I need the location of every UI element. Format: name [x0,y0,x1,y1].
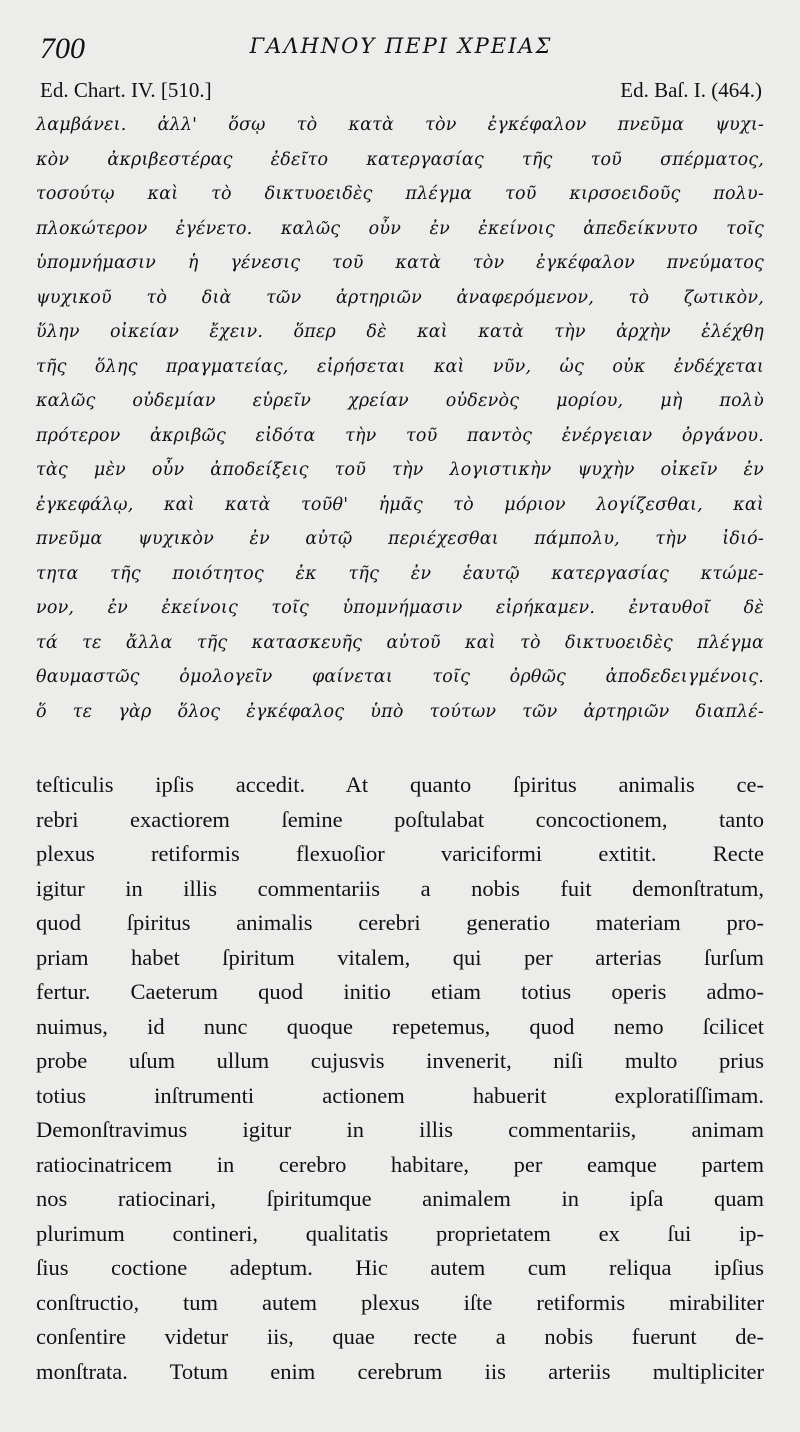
latin-text-line: ſius coctione adeptum. Hic autem cum reliqua ipſius [36,1255,764,1280]
latin-text-line: fertur. Caeterum quod initio etiam totius operis admo- [36,979,764,1004]
greek-text-line: ἐγκεφάλῳ, καὶ κατὰ τοῦθ' ἡμᾶς τὸ μόριον λογίζεσθαι, καὶ [36,494,764,515]
greek-text-line: καλῶς οὐδεμίαν εὑρεῖν χρείαν οὐδενὸς μορίου, μὴ πολὺ [36,391,764,411]
greek-text-line: νον, ἐν ἐκείνοις τοῖς ὑπομνήμασιν εἰρήκαμεν. ἐνταυθοῖ δὲ [36,598,764,618]
greek-text-line: τῆς ὅλης πραγματείας, εἰρήσεται καὶ νῦν, ὡς οὐκ ἐνδέχεται [36,356,764,377]
page-number: 700 [40,32,85,65]
latin-text-line: conſentire videtur iis, quae recte a nobis fuerunt de- [36,1324,764,1349]
greek-text-line: ὅ τε γὰρ ὅλος ἐγκέφαλος ὑπὸ τούτων τῶν ἀρτηριῶν διαπλέ- [36,701,764,722]
greek-text-line: πνεῦμα ψυχικὸν ἐν αὐτῷ περιέχεσθαι πάμπολυ, τὴν ἰδιό- [36,529,764,549]
edition-chartier: Ed. Chart. IV. [510.] [40,78,212,102]
latin-text-line: conſtructio, tum autem plexus iſte retiformis mirabiliter [36,1289,764,1315]
latin-text-line: nos ratiocinari, ſpiritumque animalem in ipſa quam [36,1186,764,1211]
latin-text-line: Demonſtravimus igitur in illis commentariis, animam [36,1117,764,1142]
greek-text-line: πλοκώτερον ἐγένετο. καλῶς οὖν ἐν ἐκείνοις ἀπεδείκνυτο τοῖς [36,218,764,239]
edition-references [40,78,762,106]
latin-text-block [36,768,764,1389]
latin-text-line: priam habet ſpiritum vitalem, qui per arterias ſurſum [36,944,764,970]
latin-text-line: teſticulis ipſis accedit. At quanto ſpiritus animalis ce- [36,772,764,797]
latin-text-line: nuimus, id nunc quoque repetemus, quod nemo ſcilicet [36,1013,764,1039]
latin-text-line: totius inſtrumenti actionem habuerit exploratiſſimam. [36,1082,764,1108]
greek-text-line: ὑπομνήμασιν ἡ γένεσις τοῦ κατὰ τὸν ἐγκέφαλον πνεύματος [36,253,764,273]
greek-text-block [36,108,764,729]
latin-text-line: probe uſum ullum cujusvis invenerit, niſi multo prius [36,1048,764,1073]
edition-basel: Ed. Baſ. I. (464.) [620,78,762,102]
greek-text-line: τά τε ἄλλα τῆς κατασκευῆς αὐτοῦ καὶ τὸ δικτυοειδὲς πλέγμα [36,632,764,653]
greek-text-line: τητα τῆς ποιότητος ἐκ τῆς ἐν ἑαυτῷ κατεργασίας κτώμε- [36,563,764,584]
latin-text-line: plurimum contineri, qualitatis proprietatem ex ſui ip- [36,1220,764,1246]
latin-text-line: quod ſpiritus animalis cerebri generatio materiam pro- [36,910,764,935]
greek-text-line: ψυχικοῦ τὸ διὰ τῶν ἀρτηριῶν ἀναφερόμενον, τὸ ζωτικὸν, [36,287,764,308]
latin-text-line: ratiocinatricem in cerebro habitare, per eamque partem [36,1151,764,1177]
greek-text-line: πρότερον ἀκριβῶς εἰδότα τὴν τοῦ παντὸς ἐνέργειαν ὀργάνου. [36,425,764,446]
latin-text-line: igitur in illis commentariis a nobis fuit demonſtratum, [36,875,764,901]
latin-text-line: monſtrata. Totum enim cerebrum iis arteriis multipliciter [36,1358,764,1384]
latin-text-line: rebri exactiorem ſemine poſtulabat concoctionem, tanto [36,806,764,832]
page-header [36,30,766,66]
greek-text-line: θαυμαστῶς ὁμολογεῖν φαίνεται τοῖς ὀρθῶς ἀποδεδειγμένοις. [36,667,764,687]
greek-text-line: ὕλην οἰκείαν ἔχειν. ὅπερ δὲ καὶ κατὰ τὴν ἀρχὴν ἐλέχθη [36,322,764,342]
latin-text-line: plexus retiformis flexuoſior variciformi extitit. Recte [36,841,764,866]
greek-text-line: τὰς μὲν οὖν ἀποδείξεις τοῦ τὴν λογιστικὴν ψυχὴν οἰκεῖν ἐν [36,460,764,480]
greek-text-line: λαμβάνει. ἀλλ' ὅσῳ τὸ κατὰ τὸν ἐγκέφαλον πνεῦμα ψυχι- [36,115,764,135]
greek-text-line: κὸν ἀκριβεστέρας ἐδεῖτο κατεργασίας τῆς τοῦ σπέρματος, [36,149,764,170]
greek-text-line: τοσούτῳ καὶ τὸ δικτυοειδὲς πλέγμα τοῦ κιρσοειδοῦς πολυ- [36,184,764,204]
running-title: ΓΑΛΗΝΟΥ ΠΕΡΙ ΧΡΕΙΑΣ [249,34,553,58]
